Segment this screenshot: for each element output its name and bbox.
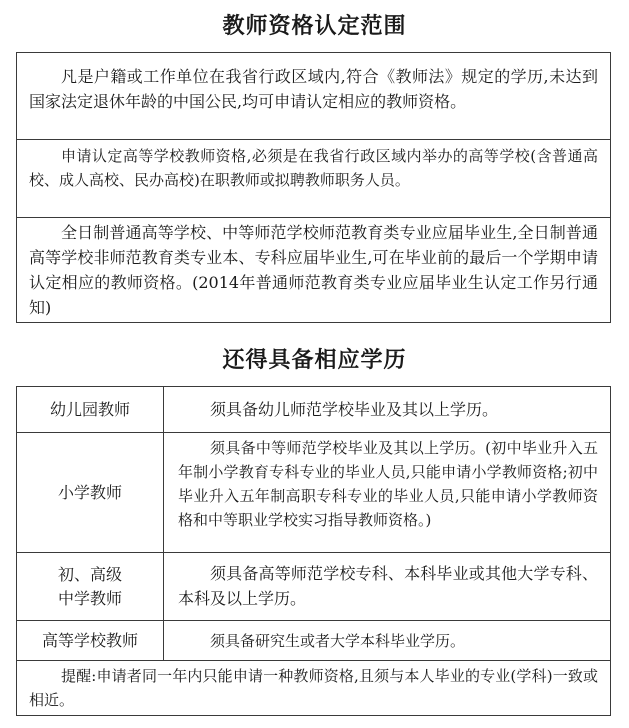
note-text: 提醒:申请者同一年内只能申请一种教师资格,且须与本人毕业的专业(学科)一致或相近。: [29, 667, 598, 709]
scope-row-higher-ed: [17, 139, 610, 217]
requirement-text: 须具备高等师范学校专科、本科毕业或其他大学专科、本科及以上学历。: [178, 564, 598, 608]
scope-row-graduates: [17, 217, 610, 322]
scope-paragraph-graduates: 全日制普通高等学校、中等师范学校师范教育类专业应届毕业生,全日制普通高等学校非师范教育类专业本、专科应届毕业生,可在毕业前的最后一个学期申请认定相应的教师资格。(2014年普通师范教育类专业应届毕业生认定工作另行通知): [29, 223, 598, 317]
category-line-2: 中学教师: [57, 588, 122, 608]
scope-paragraph-higher-ed: 申请认定高等学校教师资格,必须是在我省行政区域内举办的高等学校(含普通高校、成人高校、民办高校)在职教师或拟聘教师职务人员。: [29, 147, 598, 189]
requirement-cell: [166, 621, 610, 660]
table-row-note: [17, 660, 610, 715]
table-row-secondary: [17, 552, 610, 620]
section-title-education: 还得具备相应学历: [222, 348, 407, 373]
table-row-higher-ed: [17, 620, 610, 660]
table-row-kindergarten: [17, 387, 610, 432]
requirement-cell: [166, 553, 610, 620]
category-cell: [17, 553, 164, 620]
category-line-1: 初、高级: [57, 564, 122, 584]
requirement-cell: [166, 387, 610, 432]
category-cell: 幼儿园教师: [17, 387, 164, 432]
category-cell: 高等学校教师: [17, 621, 164, 660]
scope-paragraph-general: 凡是户籍或工作单位在我省行政区域内,符合《教师法》规定的学历,未达到国家法定退休年龄的中国公民,均可申请认定相应的教师资格。: [29, 67, 598, 111]
requirement-text: 须具备研究生或者大学本科毕业学历。: [210, 632, 466, 650]
requirement-text: 须具备幼儿师范学校毕业及其以上学历。: [210, 400, 499, 419]
scope-box: [16, 52, 611, 323]
requirement-text: 须具备中等师范学校毕业及其以上学历。(初中毕业升入五年制小学教育专科专业的毕业人员,只能申请小学教师资格;初中毕业升入五年制高职专科专业的毕业人员,只能申请小学教师资格和中等职业学校实习指导教师资格。): [178, 439, 598, 529]
requirement-cell: [166, 433, 610, 552]
category-cell: 小学教师: [17, 433, 164, 552]
education-table: [16, 386, 611, 716]
section-title-scope: 教师资格认定范围: [222, 14, 407, 39]
scope-row-general: [17, 53, 610, 139]
table-row-primary: [17, 432, 610, 552]
